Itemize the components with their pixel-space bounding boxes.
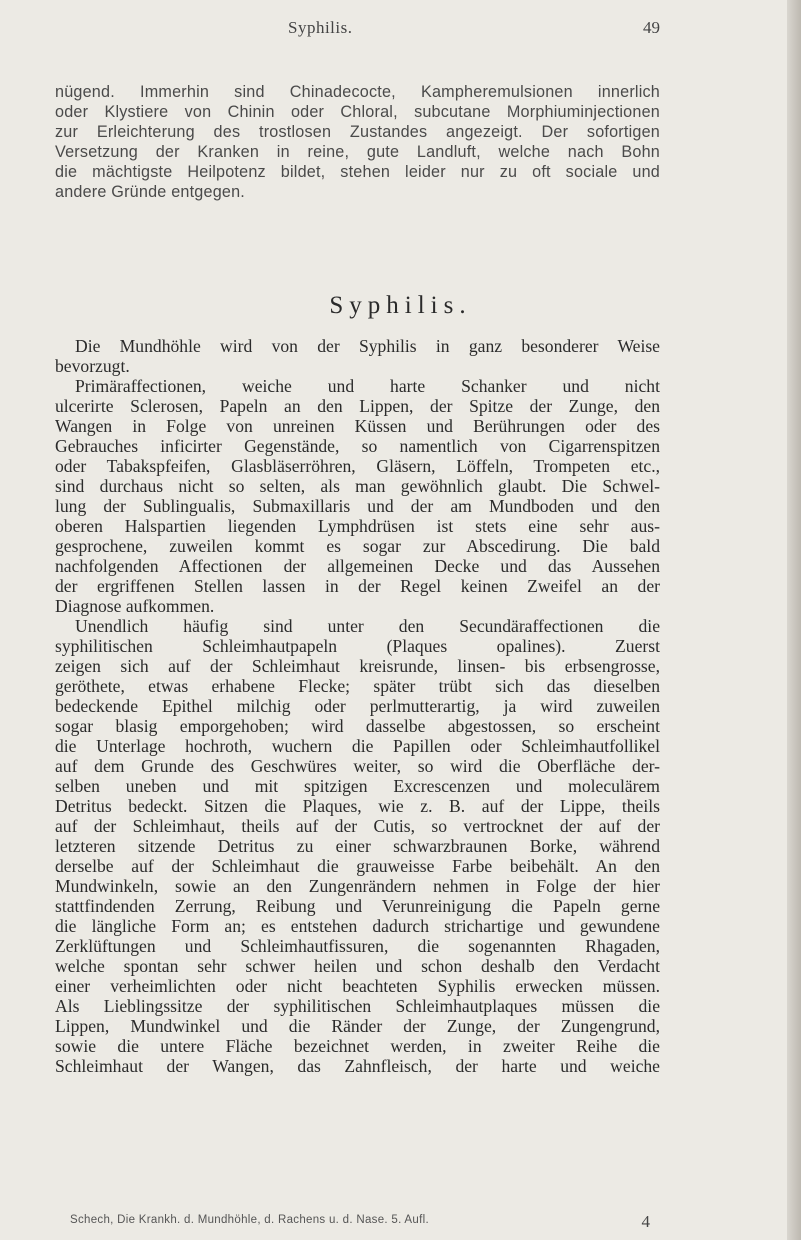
text-line: oder Klystiere von Chinin oder Chloral, subcutane Morphiuminjectionen (55, 103, 660, 121)
text-line: Primäraffectionen, weiche und harte Schanker und nicht (75, 376, 660, 396)
page-edge-shadow (787, 0, 801, 1240)
text-line: auf dem Grunde des Geschwüres weiter, so wird die Oberfläche der- (55, 756, 660, 776)
text-line: ulcerirte Sclerosen, Papeln an den Lippen, der Spitze der Zunge, den (55, 396, 660, 416)
text-line: sowie die untere Fläche bezeichnet werden, in zweiter Reihe die (55, 1036, 660, 1056)
text-line: Mundwinkeln, sowie an den Zungenrändern nehmen in Folge der hier (55, 876, 660, 896)
text-line: einer verheimlichten oder nicht beachteten Syphilis erwecken müssen. (55, 976, 660, 996)
text-line: nachfolgenden Affectionen der allgemeinen Decke und das Aussehen (55, 556, 660, 576)
text-line: Detritus bedeckt. Sitzen die Plaques, wie z. B. auf der Lippe, theils (55, 796, 660, 816)
text-line: geröthete, etwas erhabene Flecke; später trübt sich das dieselben (55, 676, 660, 696)
text-line: Versetzung der Kranken in reine, gute Landluft, welche nach Bohn (55, 143, 660, 161)
text-line: bedeckende Epithel milchig oder perlmutterartig, ja wird zuweilen (55, 696, 660, 716)
text-line: Lippen, Mundwinkel und die Ränder der Zunge, der Zungengrund, (55, 1016, 660, 1036)
text-line: Schleimhaut der Wangen, das Zahnfleisch, der harte und weiche (55, 1056, 660, 1076)
text-line: Wangen in Folge von unreinen Küssen und Berührungen oder des (55, 416, 660, 436)
signature-mark: 4 (641, 1212, 650, 1231)
text-line: Die Mundhöhle wird von der Syphilis in ganz besonderer Weise (75, 336, 660, 356)
text-line: zeigen sich auf der Schleimhaut kreisrunde, linsen- bis erbsengrosse, (55, 656, 660, 676)
text-line: die Unterlage hochroth, wuchern die Papillen oder Schleimhautfollikel (55, 736, 660, 756)
text-line: Unendlich häufig sind unter den Secundäraffectionen die (75, 616, 660, 636)
text-line: auf der Schleimhaut, theils auf der Cutis, so vertrocknet der auf der (55, 816, 660, 836)
text-line: welche spontan sehr schwer heilen und schon deshalb den Verdacht (55, 956, 660, 976)
page-number: 49 (643, 18, 660, 37)
page-header (288, 18, 660, 44)
intro-paragraph (55, 82, 660, 202)
running-head: Syphilis. (288, 18, 353, 37)
text-line: oder Tabakspfeifen, Glasbläserröhren, Gläsern, Löffeln, Trompeten etc., (55, 456, 660, 476)
footnote: Schech, Die Krankh. d. Mundhöhle, d. Rachens u. d. Nase. 5. Aufl. (70, 1214, 429, 1226)
text-line: gesprochene, zuweilen kommt es sogar zur Abscedirung. Die bald (55, 536, 660, 556)
text-line: syphilitischen Schleimhautpapeln (Plaques opalines). Zuerst (55, 636, 660, 656)
text-line: Diagnose aufkommen. (55, 596, 215, 616)
text-line: die längliche Form an; es entstehen dadurch strichartige und gewundene (55, 916, 660, 936)
main-text (55, 336, 660, 1076)
text-line: sind durchaus nicht so selten, als man gewöhnlich glaubt. Die Schwel- (55, 476, 660, 496)
text-line: sogar blasig emporgehoben; wird dasselbe abgestossen, so erscheint (55, 716, 660, 736)
text-line: die mächtigste Heilpotenz bildet, stehen leider nur zu oft sociale und (55, 163, 660, 181)
section-heading: Syphilis. (329, 292, 472, 319)
text-line: stattfindenden Zerrung, Reibung und Verunreinigung die Papeln gerne (55, 896, 660, 916)
text-line: nügend. Immerhin sind Chinadecocte, Kampheremulsionen innerlich (55, 83, 660, 101)
text-line: bevorzugt. (55, 356, 130, 376)
text-line: zur Erleichterung des trostlosen Zustandes angezeigt. Der sofortigen (55, 123, 660, 141)
text-line: derselbe auf der Schleimhaut die grauweisse Farbe beibehält. An den (55, 856, 660, 876)
text-line: lung der Sublingualis, Submaxillaris und der am Mundboden und den (55, 496, 660, 516)
text-line: Als Lieblingssitze der syphilitischen Schleimhautplaques müssen die (55, 996, 660, 1016)
text-line: Gebrauches inficirter Gegenstände, so namentlich von Cigarrenspitzen (55, 436, 660, 456)
text-line: selben uneben und mit spitzigen Excrescenzen und moleculärem (55, 776, 660, 796)
text-line: Zerklüftungen und Schleimhautfissuren, die sogenannten Rhagaden, (55, 936, 660, 956)
text-line: oberen Halspartien liegenden Lymphdrüsen ist stets eine sehr aus- (55, 516, 660, 536)
text-line: letzteren sitzende Detritus zu einer schwarzbraunen Borke, während (55, 836, 660, 856)
text-line: der ergriffenen Stellen lassen in der Regel keinen Zweifel an der (55, 576, 660, 596)
page-footer (70, 1214, 650, 1230)
text-line: andere Gründe entgegen. (55, 183, 246, 201)
